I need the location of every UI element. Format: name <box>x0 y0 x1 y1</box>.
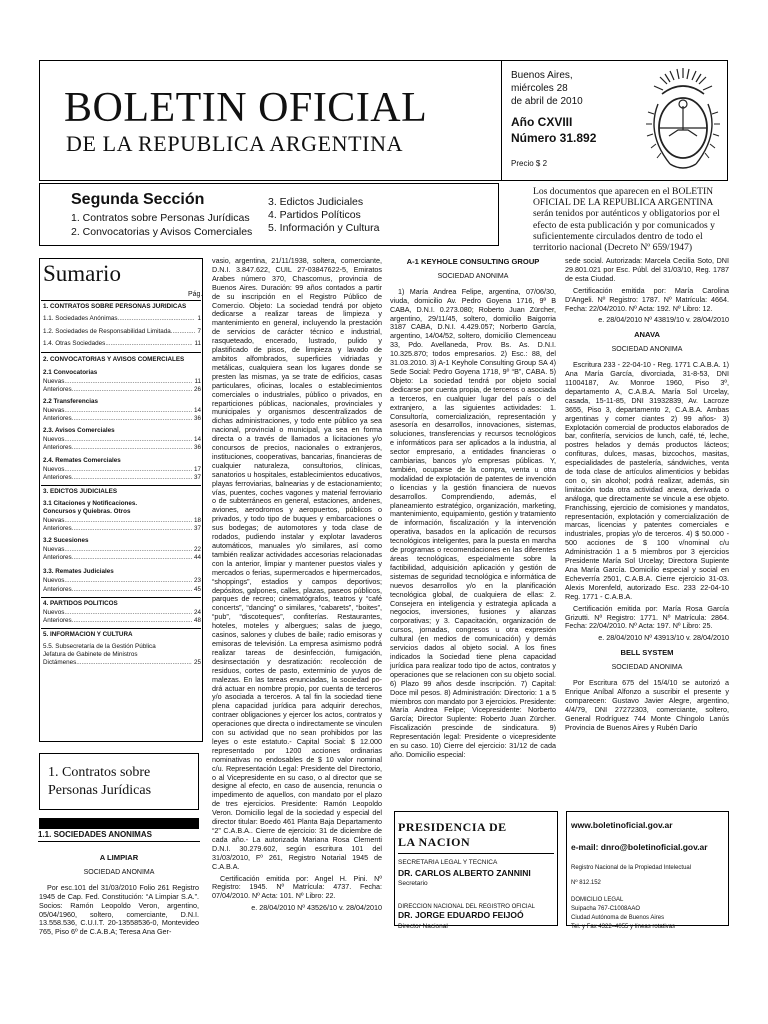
divider <box>41 597 201 598</box>
secretario-role: Secretario <box>398 880 428 887</box>
sumario-item[interactable]: Nuevos ..... 14 <box>43 436 201 444</box>
sumario-subheading: 3.1 Citaciones y Notificaciones. <box>43 500 138 507</box>
certification-paragraph: Certificación emitida por: María Rosa García Grizutti. Nº Registro: 1771. Nº Matrícula: 2864. Fecha: 22/04/2010. Nº Acta: 197. Nº Libro: 25. <box>565 603 729 631</box>
issue-year: Año CXVIII <box>511 115 573 129</box>
address-line: Ciudad Autónoma de Buenos Aires <box>571 915 665 921</box>
sumario-item[interactable]: Anteriores ..... 36 <box>43 444 201 452</box>
secretaria-label: SECRETARIA LEGAL Y TECNICA <box>398 859 498 866</box>
coat-of-arms-icon <box>640 64 726 176</box>
sumario-item[interactable]: Anteriores ..... 44 <box>43 554 201 562</box>
sumario-item[interactable]: Nuevas ..... 22 <box>43 546 201 554</box>
notice-paragraph: sede social. Autorizada: Marcela Cecilia Soto, DNI 29.801.021 por Esc. Públ. del 31/03/10, Reg. 1787 de esta Ciudad. <box>565 256 729 283</box>
sumario-item[interactable]: Anteriores ..... 26 <box>43 386 201 394</box>
notice-heading: BELL SYSTEM <box>620 648 674 658</box>
divider <box>38 841 200 842</box>
publication-reference: e. 28/04/2010 Nº 43819/10 v. 28/04/2010 <box>598 315 729 325</box>
divider <box>41 300 201 301</box>
sumario-subheading: 3.2 Sucesiones <box>43 537 89 544</box>
sumario-subheading: 2.2 Transferencias <box>43 398 98 405</box>
issue-price: Precio $ 2 <box>511 159 548 168</box>
sumario-subheading: 2.4. Remates Comerciales <box>43 457 121 464</box>
registro-label: Registro Nacional de la Propiedad Intelectual <box>571 865 692 871</box>
sumario-item[interactable]: 1.1. Sociedades Anónimas ..... 1 <box>43 315 201 323</box>
sumario-title: Sumario <box>43 261 121 286</box>
sumario-item[interactable]: Nuevas ..... 18 <box>43 517 201 525</box>
issue-city: Buenos Aires, <box>511 70 573 81</box>
notice-paragraph: 1) María Andrea Felipe, argentina, 07/06/30, viuda, domicilio Av. Pedro Goyena 1716, 9º B CABA, D.N.I. 0.273.080; Roberto Juan Zürcher, argentino, 29/11/45, soltero, domicilio Baigorria 3187 CABA, D.N.I. 4.429.057; Norberto García, argentino, 14/04/52, soltero, domicilio Clemenceau 33, Pdo. Avellaneda, Prov. Bs. As. D.N.I. 10.325.870; todos empresarios. 2) Esc.: 88, del 31.03.2010. 3) A-1 Keyhole Consulting Group SA 4) Sede Social: Pedro Goyena 1718, 9º “B”, CABA. 5) Objeto: La sociedad tendrá por objeto social dedicarse por cuenta propia, de terceros o asociada a terceros, en cualquier lugar del país o del extranjero, a las siguientes actividades: 1. Consultoría, comercialización, representación y asesoría en desarrollos, innovaciones, sistemas, soluciones, transferencias y recursos tecnológicos e informáticos para ser aplicados a la industria, al sector empresario, a entidades financieras o cambiarias, bancos y/o empresas públicas. Y, también, ocuparse de la compra, venta u otra modalidad de explotación de patentes de invención o licencias y la gestión financiera de nuevos desarrollos. Comprendiendo, además, el planeamiento estratégico, organización, marketing, mantenimiento, equipamiento, gestión y tratamiento de información, fiscalización y la intervención operativa, basados en la aplicación de recursos tecnológicos inteligentes, para la puesta en marcha de programas o recomendaciones en las diferentes áreas tecnológicas, especialmente sobre la factibilidad, adquisición aplicación y gestión de sistemas de seguridad tecnológica e informática de nuevos desarrollos y/o en la planificación tecnológica global, de cualquiera de ellas: 2. Consejera en inteligencia y estrategia aplicada a negocios, inversiones, fusiones y alianzas corporativas; y 3. Capacitación, organización de cursos, jornadas, congresos u otra expresión cultural (en medios de comunicación) y demás servicios dados al objeto social. A los fines indicados la Sociedad tiene plena capacidad jurídica para realizar todo tipo de actos, contratos y operaciones que se relacionen con su objeto social. 6) Plazo 99 años desde inscripción. 7) Capital: Doce mil pesos. 8) Administración: Directorio: 1 a 5 miembros con mandato por 3 ejercicios. Presidente: María Andrea Felipe; Vicepresidente: Norberto García; Director Suplente: Roberto Juan Zürcher. Fiscalización prescinde de sindicatura. 9) Representación legal: Presidente o vicepresidente en su caso. 10) Cierre del ejercicio: 31/12 de cada año. Domicilio especial: <box>390 286 556 759</box>
sumario-page-header: Pág. <box>188 291 203 298</box>
sumario-heading: 5. INFORMACION Y CULTURA <box>43 631 133 638</box>
divider <box>41 628 201 629</box>
section-banner-label: 1. Contratos sobre Personas Jurídicas <box>48 765 152 798</box>
issue-number: Número 31.892 <box>511 131 597 145</box>
legal-notice: Los documentos que aparecen en el BOLETIN OFICIAL DE LA REPUBLICA ARGENTINA serán tenidos por auténticos y obligatorios por el efecto de esta publicación y por comunicados y suficientemente circulados dentro de todo el territorio nacional (Decreto Nº 659/1947) <box>533 186 720 254</box>
divider-bar <box>39 818 199 829</box>
sumario-item[interactable]: Anteriores ..... 36 <box>43 415 201 423</box>
notice-paragraph: Por esc.101 del 31/03/2010 Folio 261 Registro 1945 de Cap. Fed. Constitución: “A Limpiar S.A.”. Socios: Ramón Leopoldo Veron, argentino, 05/04/1960, soltero, comerciante, D.N.I. 13.558.536, C.U.I.T. 20-13558536-0, Montevideo 765, Piso 6º de C.A.B.A; Teresa Ana Ger- <box>39 882 199 937</box>
notice-subheading: SOCIEDAD ANONIMA <box>437 272 509 280</box>
website-link[interactable]: www.boletinoficial.gov.ar <box>571 820 673 830</box>
notice-a-limpiar-start <box>39 850 199 940</box>
sumario-item[interactable]: 1.4. Otras Sociedades ..... 11 <box>43 340 201 348</box>
publication-title: BOLETIN OFICIAL <box>64 85 428 131</box>
notice-paragraph: Escritura 233 - 22-04-10 - Reg. 1771 C.A.B.A. 1) Ana María García, divorciada, 31-8-53, DNI 11004187, Av. Monroe 1960, Piso 3º, departamento A, C.A.B.A. María Sol Urcelay, casada, 15-11-85, DNI 31932839, Av. Lacroze 3655, Piso 3, departamento 2, C.A.B.A. Ambas argentinas y comer ciantes 2) 99 años- 3) Explotación comercial de productos elaborados de bar, confitería, servicios de lunch, café, té, leche, postres helados y demás productos lácteos; confituras, dulces, masas, bizcochos, masitas, especialidades de pastelería, sándwiches, venta de toda clase de artículos alimenticios y bebidas con o, sin alcohol; podrá realizar, además, sin limitación toda otra actividad anexa, derivada o análoga, que directamente se vincule a ese objeto. Franchissing, ejercicio de comisiones y mandatos, representación, explotación y comercialización de marcas, licencias y patentes comerciales e industriales, propias y/o de terceros. 4) $ 50.000 - 500 acciones de $ 100 v/nominal c/u Administración 1 a 5 miembros por 3 ejercicios Presidente María Sol Urcelay; Directora Supiente Ana María García. Domicilio especial y social en Echeverría 2501, C.A.B.A. Cierre ejercicio 31-03. Alexis Morenfeld, autorizado Esc. 233 22-04-10 Reg. 1771 - C.A.B.A. <box>565 360 729 601</box>
registro-number: Nº 812.152 <box>571 880 601 886</box>
section-item-convocatorias: 2. Convocatorias y Avisos Comerciales <box>71 226 253 238</box>
certification-paragraph: Certificación emitida por: María Carolina D'Angeli. Nº Registro: 1787. Nº Matrícula: 4664. Fecha: 22/04/2010. Nº Acta: 192. Nº Libro: 12. <box>565 285 729 313</box>
sumario-item[interactable]: Anteriores ..... 48 <box>43 617 201 625</box>
sumario-subheading: Concursos y Quiebras. Otros <box>43 508 131 515</box>
sumario-item[interactable]: Dictámenes ..... 25 <box>43 659 201 667</box>
notice-heading: A LIMPIAR <box>99 853 139 862</box>
certification-paragraph: Certificación emitida por: Angel H. Pini. Nº Registro: 1945. Nº Matrícula: 4737. Fecha: 07/04/2010. Nº Acta: 101. Nº Libro: 22. <box>212 873 382 901</box>
notice-paragraph: vasio, argentina, 21/11/1938, soltera, comerciante, D.N.I. 3.847.622, CUIL 27-03847622-5, Emiratos Arabes número 370, Chascomus, provincia de Buenos Aires. Duración: 99 años contados a partir de su inscripción en el Registro Público de Comercio. Objeto: La sociedad tendrá por objeto dedicarse a realizar tareas de limpieza y mantenimiento en general, incluyendo la prestación de servicios de carácter técnico e industrial, rasqueteado, encerado, lustrado, pulido y plastificado de pisos, de limpieza y lavado de ambitos alfombrados, superficies vidriadas y metálicas, cualquiera sean los lugares donde se presten las mismas, ya se trate de edificios, casas particulares, oficinas, locales o establecimientos comerciales o industriales, público o privados, en reparticiones públicas, nacionales, provinciales y municipales y organismos descentralizados de dichas administraciones, y todo ente público ya sea nacional, provincial o municipal, ya sea en forma directa o a través de llamados a licitaciones y/o concursos de precios, nacionales o extranjeros, instituciones, cooperativas, bancarias, financieras de cualquier naturaleza, consultorios, clínicas, sanatorios u hospitales, establecimientos educativos, playas ferroviarias, balnearias y de estacionamiento; vías, puentes, coches vagones y material ferroviario o de subterráneos en general, estaciones, andenes, aviones, aerodromos y aeropuertos, públicos o privados, y todo tipo de buques y embarcaciones o sus bodegas; de automotores y toda clase de rodados, pudiendo instalar y explotar lavaderos automáticos, manuales y/o similares, así como también realizar actividades accesorias relacionadas con la anterior, limpiar y mantener puestos viales y mercados o ferias, supermercados e hipermercados, “shoppings”, estadios y campos deportivos; depósitos, galpones, calles, plazas, paseos públicos, parques de recreo; cinematógrafos, teatros y “café concerts”, “dancing” o similares, “cabarets”, “boites”, “pub”, “discoteques”, confiterías. Restaurantes, hoteles, moteles y albergues; salas de juego, casinos, salones y clubes de baile; radio emisoras y emisoras de televisión. La empresa asimismo podrá realizar tareas de desinfección, fumigación, desinsectación y desratización: recolección de residuos, cortes de pasto, exterminio de yuyos de malezas. En las tareas enunciadas, la sociedad po-drá actuar en nombre propio, por cuenta de terceros y/o asociada a terceros. A tal fin la sociedad tiene plena capacidad jurídica para adquirir derechos, contraer obligaciones y ejercer los actos, contratos y operaciones que directa o indirectamente se vinculen con su actividad que no sean prohibidos por las leyes o este estatuto.- Capital Social: $ 12.000 representado por 1200 acciones ordinarias nominativas no endosables de $ 10 valor nominal c/u. Representación Legal: Presidente del Directorio, o al Vicepresidente en su caso, o al director que se designe al efecto, en caso de ausencia, renuncia o impedimento de aquellos, con mandato por el plazo de tres ejercicios. Presidente: Ramón Leopoldo Veron. Domicilio legal de la sociedad y especial del director titular: Boedo 461 Planta Baja Departamento “2” C.A.B.A.. Cierre de ejercicio: 31 de diciembre de cada año.- La autorizada Mariana Rosa Clementi D.N.I. 30.279.602, según escritura 101 del 31/03/2010, Fº 261, Registro Notarial 1945 de C.A.B.A. <box>212 256 382 871</box>
address-line: Suipacha 767-C1008AAO <box>571 906 641 912</box>
masthead-divider <box>501 60 502 181</box>
sumario-item[interactable]: Nuevos ..... 23 <box>43 577 201 585</box>
domicilio-label: DOMICILIO LEGAL <box>571 897 624 903</box>
sumario-heading: 2. CONVOCATORIAS Y AVISOS COMERCIALES <box>43 356 185 363</box>
director-name: DR. JORGE EDUARDO FEIJOÓ <box>398 910 524 920</box>
sumario-item[interactable]: Anteriores ..... 37 <box>43 525 201 533</box>
publication-subtitle: DE LA REPUBLICA ARGENTINA <box>66 131 404 156</box>
sumario-subheading: Jefatura de Gabinete de Ministros <box>43 651 138 658</box>
section-title: Segunda Sección <box>71 191 205 208</box>
section-item-edictos: 3. Edictos Judiciales <box>268 196 364 208</box>
section-item-informacion: 5. Información y Cultura <box>268 222 380 234</box>
divider <box>41 352 201 353</box>
notice-subheading: SOCIEDAD ANONIMA <box>83 868 155 876</box>
sumario-item[interactable]: Anteriores ..... 45 <box>43 586 201 594</box>
direccion-label: DIRECCION NACIONAL DEL REGISTRO OFICIAL <box>398 904 535 910</box>
sumario-subheading: 2.1 Convocatorias <box>43 369 98 376</box>
divider <box>398 853 554 854</box>
director-role: Director Nacional <box>398 923 448 930</box>
sumario-item[interactable]: Anteriores ..... 37 <box>43 474 201 482</box>
sumario-heading: 4. PARTIDOS POLITICOS <box>43 600 118 607</box>
sumario-heading: 1. CONTRATOS SOBRE PERSONAS JURIDICAS <box>43 303 187 310</box>
section-item-partidos: 4. Partidos Políticos <box>268 209 361 221</box>
sumario-item[interactable]: Nuevas ..... 11 <box>43 378 201 386</box>
notice-subheading: SOCIEDAD ANONIMA <box>611 664 683 672</box>
notice-heading: ANAVA <box>634 330 660 340</box>
publication-reference: e. 28/04/2010 Nº 43526/10 v. 28/04/2010 <box>251 903 382 913</box>
presidencia-title: PRESIDENCIA DE LA NACION <box>398 820 507 849</box>
sumario-item[interactable]: Nuevos ..... 17 <box>43 466 201 474</box>
sumario-subheading: 5.5. Subsecretaría de la Gestión Pública <box>43 643 156 650</box>
notices-column-4 <box>565 257 729 736</box>
notice-subheading: SOCIEDAD ANONIMA <box>611 346 683 354</box>
sumario-heading: 3. EDICTOS JUDICIALES <box>43 488 118 495</box>
sumario-item[interactable]: 1.2. Sociedades de Responsabilidad Limitada ..... 7 <box>43 328 201 336</box>
sumario-item[interactable]: Nuevas ..... 14 <box>43 407 201 415</box>
publication-reference: e. 28/04/2010 Nº 43913/10 v. 28/04/2010 <box>598 633 729 643</box>
sumario-item[interactable]: Nuevos ..... 24 <box>43 609 201 617</box>
email-link[interactable]: e-mail: dnro@boletinoficial.gov.ar <box>571 842 708 852</box>
section-item-contratos: 1. Contratos sobre Personas Jurídicas <box>71 212 250 224</box>
secretario-name: DR. CARLOS ALBERTO ZANNINI <box>398 868 531 878</box>
phone-line: Tel. y Fax 4322–4055 y líneas rotativas <box>571 924 676 930</box>
subsection-heading: 1.1. SOCIEDADES ANONIMAS <box>38 830 152 839</box>
notice-paragraph: Por Escritura 675 del 15/4/10 se autorizó a Enrique Aníbal Alfonzo a suscribir el presente y comparecen: Gustavo Javier Alegre, argentino, 4/4/79, DNI 27272303, comerciante, soltero, General Rodríguez 744 Monte Chingolo Lanús Provincia de Buenos Aires y Rubén Darío <box>565 678 729 732</box>
issue-date-day: miércoles 28 <box>511 83 568 94</box>
sumario-subheading: 2.3. Avisos Comerciales <box>43 427 115 434</box>
notice-keyhole <box>390 257 556 763</box>
divider <box>41 485 201 486</box>
issue-date-month: de abril de 2010 <box>511 96 583 107</box>
notice-heading: A-1 KEYHOLE CONSULTING GROUP <box>406 257 540 266</box>
notice-a-limpiar-body <box>212 257 382 913</box>
sumario-subheading: 3.3. Remates Judiciales <box>43 568 114 575</box>
